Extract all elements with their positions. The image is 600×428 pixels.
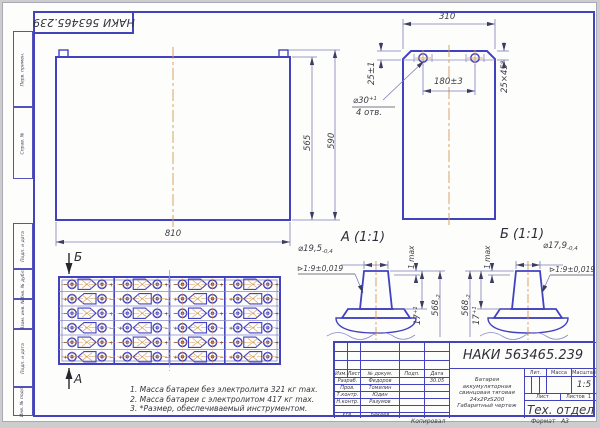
polarity-sign: + bbox=[109, 311, 114, 318]
polarity-sign: + bbox=[109, 340, 114, 347]
scale-value: 1:5 bbox=[571, 376, 596, 393]
scale-label: Масштаб bbox=[572, 369, 596, 376]
margin-field-label: Подп. и дата bbox=[20, 342, 26, 374]
polarity-sign: − bbox=[164, 354, 169, 361]
title-line: Габаритный чертеж bbox=[457, 403, 517, 410]
margin-field-label: Подп. и дата bbox=[20, 230, 26, 262]
polarity-sign: + bbox=[63, 325, 68, 332]
title-block-cell: Изм. bbox=[335, 370, 347, 377]
front-dimensions bbox=[56, 50, 340, 246]
callout-hole-dia: $⌀30^{+1}$ bbox=[353, 96, 378, 106]
title-block-cell: Дата bbox=[424, 369, 449, 377]
title-block-org: Тех. отдел bbox=[524, 400, 596, 418]
polarity-sign: + bbox=[164, 282, 169, 289]
polarity-sign: + bbox=[118, 354, 123, 361]
title-line: 24х2PzS200 bbox=[469, 396, 505, 403]
dim-front-height-lid: 565 bbox=[303, 134, 313, 151]
polarity-sign: + bbox=[173, 296, 179, 303]
drawing-sheet bbox=[2, 2, 597, 425]
polarity-sign: + bbox=[274, 340, 280, 347]
polarity-sign: − bbox=[274, 354, 280, 361]
polarity-sign: + bbox=[228, 296, 234, 303]
title-block-cell bbox=[334, 360, 347, 369]
side-view bbox=[403, 45, 495, 225]
sheets-cell: Листов 1 bbox=[560, 393, 596, 400]
polarity-sign: − bbox=[118, 282, 123, 289]
polarity-sign: + bbox=[274, 282, 280, 289]
title-block-cell bbox=[334, 342, 347, 351]
polarity-sign: − bbox=[109, 296, 114, 303]
title-block-cell bbox=[399, 342, 424, 351]
title-block-cell: Разумов bbox=[360, 398, 399, 405]
dim-a-height: $568_{-2}$ bbox=[431, 294, 442, 316]
dim-a-dia: $⌀19,5_{-0,4}$ bbox=[298, 244, 333, 255]
title-block-cell: Подп. bbox=[399, 369, 424, 377]
title-block-cell bbox=[399, 391, 424, 398]
title-block-cell: Лист bbox=[347, 370, 360, 377]
title-line: свинцовая тяговая bbox=[459, 390, 515, 397]
polarity-sign: − bbox=[274, 325, 280, 332]
format-label: Формат А3 bbox=[531, 418, 569, 425]
margin-field-label: Инв. № дубл. bbox=[20, 268, 26, 300]
polarity-sign: − bbox=[118, 311, 123, 318]
polarity-sign: − bbox=[228, 340, 234, 347]
polarity-sign: − bbox=[228, 311, 234, 318]
note-line: 2. Масса батареи с электролитом 417 кг max. bbox=[130, 394, 315, 404]
note-line: 1. Масса батареи без электролита 321 кг max. bbox=[130, 385, 318, 394]
dim-b-height: $568_{-2}$ bbox=[461, 294, 472, 316]
title-block-cell: Федоров bbox=[360, 377, 399, 384]
title-block-cell bbox=[360, 360, 399, 369]
polarity-sign: − bbox=[109, 325, 114, 332]
polarity-sign: − bbox=[173, 311, 179, 318]
title-block-designation: НАКИ 563465.239 bbox=[449, 342, 596, 368]
dim-a-taper: ⊳1:9±0,019 bbox=[297, 264, 344, 273]
title-block-cell: 30.05 bbox=[424, 377, 449, 384]
polarity-sign: − bbox=[219, 354, 225, 361]
polarity-sign: − bbox=[63, 282, 68, 289]
notes-block bbox=[130, 385, 345, 414]
title-block-cell bbox=[360, 342, 399, 351]
polarity-sign: + bbox=[63, 296, 68, 303]
title-block-cell bbox=[399, 398, 424, 405]
mass-cell bbox=[546, 376, 571, 393]
title-block-cell bbox=[424, 391, 449, 398]
dim-hole-spacing: 180±3 bbox=[434, 77, 463, 87]
title-block-cell: Утв. bbox=[334, 412, 360, 419]
polarity-sign: − bbox=[164, 325, 169, 332]
title-block-cell bbox=[347, 342, 360, 351]
note-line: 3. *Размер, обеспечиваемый инструментом. bbox=[130, 404, 308, 414]
title-block-cell: Н.контр. bbox=[334, 398, 360, 405]
polarity-sign: − bbox=[228, 282, 234, 289]
detail-a-label: А (1:1) bbox=[341, 230, 386, 245]
arrow-label-b: Б bbox=[74, 250, 83, 264]
mass-label: Масса bbox=[546, 368, 571, 376]
title-block-cell bbox=[334, 351, 347, 360]
title-block-cell: № докум. bbox=[360, 369, 399, 377]
title-block-cell bbox=[424, 384, 449, 391]
title-block-title bbox=[449, 368, 524, 418]
title-block bbox=[333, 341, 595, 417]
dim-b-dia: $⌀17,9_{-0,4}$ bbox=[543, 241, 578, 252]
top-view bbox=[59, 270, 280, 371]
title-block-cell: Пров. bbox=[334, 384, 360, 391]
polarity-sign: + bbox=[118, 325, 123, 332]
title-block-cell: Бекеев bbox=[360, 412, 399, 419]
title-line: Батарея аккумуляторная bbox=[462, 377, 512, 390]
dim-b-flat: 1 max bbox=[483, 245, 492, 269]
title-block-cell: Томилин bbox=[360, 384, 399, 391]
polarity-sign: + bbox=[219, 340, 225, 347]
polarity-sign: + bbox=[274, 311, 280, 318]
dim-a-flat: 1 max bbox=[407, 245, 416, 269]
polarity-sign: + bbox=[118, 296, 123, 303]
polarity-sign: − bbox=[173, 282, 179, 289]
polarity-sign: + bbox=[228, 325, 234, 332]
dim-b-post: $17^{+1}$ bbox=[472, 306, 482, 325]
margin-field-label: Инв. № подл. bbox=[20, 385, 26, 418]
corner-stamp-text: НАКИ 563465.239 bbox=[32, 16, 135, 29]
title-block-cell bbox=[360, 351, 399, 360]
margin-field-label: Взам. инв. № bbox=[20, 298, 26, 330]
title-block-cell bbox=[399, 377, 424, 384]
polarity-sign: + bbox=[173, 325, 179, 332]
polarity-sign: + bbox=[219, 282, 225, 289]
lit-cell-2 bbox=[531, 376, 538, 393]
margin-field-label: Перв. примен. bbox=[20, 52, 26, 86]
detail-b-view bbox=[480, 271, 568, 340]
polarity-sign: − bbox=[63, 340, 68, 347]
title-block-cell: Т.контр. bbox=[334, 391, 360, 398]
callout-hole-qty: 4 отв. bbox=[356, 108, 382, 118]
polarity-sign: − bbox=[164, 296, 169, 303]
title-block-cell bbox=[347, 351, 360, 360]
title-block-cell: Юдин bbox=[360, 391, 399, 398]
dim-front-width: 810 bbox=[164, 229, 182, 239]
polarity-sign: − bbox=[219, 296, 225, 303]
title-block-cell bbox=[347, 360, 360, 369]
dim-a-post: $17^{+1}$ bbox=[413, 306, 423, 325]
title-block-cell bbox=[424, 360, 449, 369]
polarity-sign: − bbox=[109, 354, 114, 361]
polarity-sign: − bbox=[219, 325, 225, 332]
title-block-cell bbox=[399, 351, 424, 360]
polarity-sign: − bbox=[63, 311, 68, 318]
dim-top-offset: 25±1 bbox=[367, 61, 377, 85]
dim-front-height-total: 590 bbox=[327, 132, 337, 149]
detail-a-view bbox=[327, 271, 416, 340]
copied-label: Копировал bbox=[411, 418, 446, 425]
polarity-sign: + bbox=[173, 354, 179, 361]
polarity-sign: + bbox=[109, 282, 114, 289]
polarity-sign: + bbox=[164, 311, 169, 318]
sheet-label: Лист bbox=[524, 393, 560, 400]
arrow-label-a: А bbox=[74, 372, 83, 386]
title-block-cell bbox=[424, 398, 449, 405]
polarity-sign: + bbox=[219, 311, 225, 318]
title-block-cell bbox=[399, 360, 424, 369]
polarity-sign: − bbox=[173, 340, 179, 347]
lit-label: Лит. bbox=[524, 368, 546, 376]
title-block-cell: Разраб. bbox=[334, 377, 360, 384]
margin-field-label: Справ. № bbox=[20, 132, 26, 154]
polarity-sign: − bbox=[118, 340, 123, 347]
detail-b-label: Б (1:1) bbox=[500, 227, 545, 242]
polarity-sign: + bbox=[63, 354, 68, 361]
title-block-cell bbox=[424, 342, 449, 351]
dim-b-taper: ⊳1:9±0,019 bbox=[549, 265, 596, 274]
lit-cell-1 bbox=[524, 376, 531, 393]
lit-cell-3 bbox=[539, 376, 546, 393]
polarity-sign: − bbox=[274, 296, 280, 303]
dim-chamfer: 25×45° bbox=[500, 59, 510, 93]
polarity-sign: + bbox=[164, 340, 169, 347]
title-block-cell bbox=[424, 351, 449, 360]
dim-side-width: 310 bbox=[439, 12, 456, 22]
polarity-sign: + bbox=[228, 354, 234, 361]
title-block-cell bbox=[399, 384, 424, 391]
